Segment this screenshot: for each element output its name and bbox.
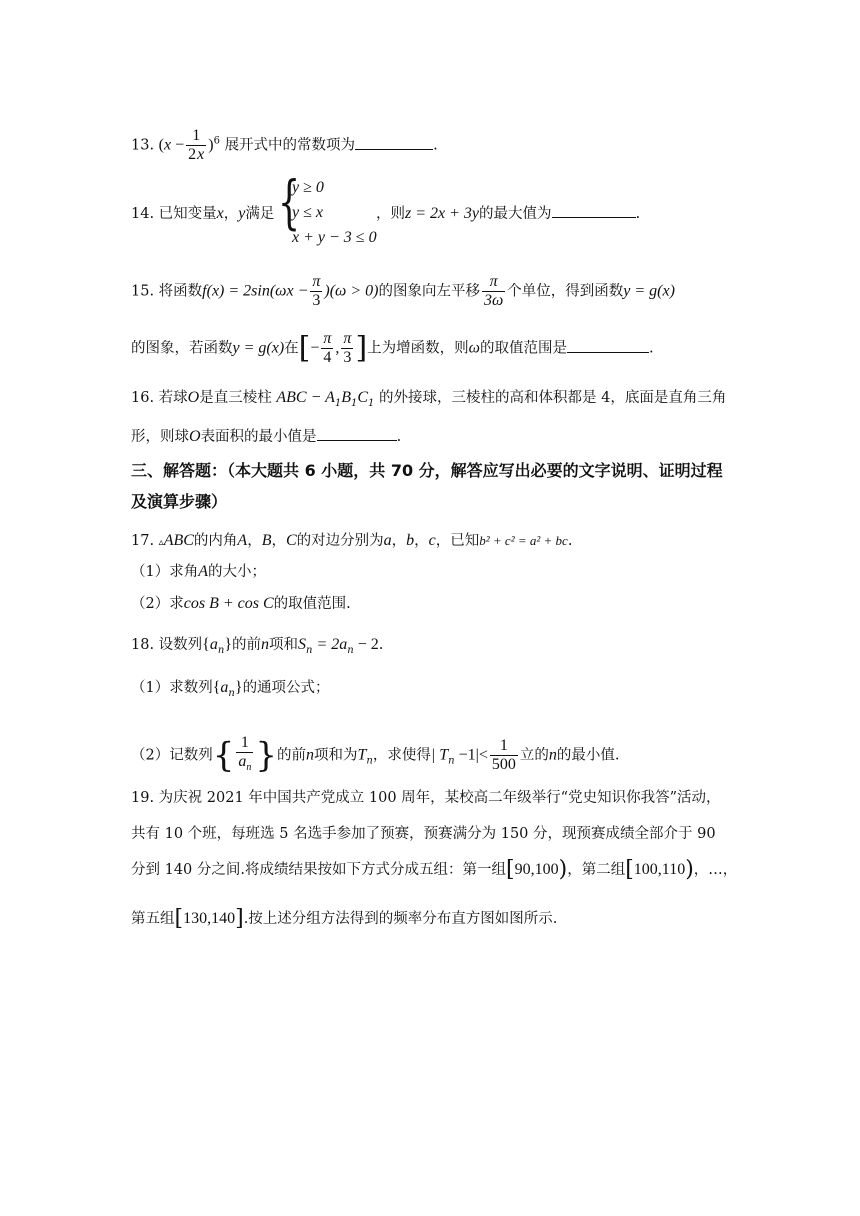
- question-15: 15. 将函数f(x) = 2sin(ωx − $\frac{\pi}{3}$ )(ω > 0)的图象向左平移 $\frac{\pi}{3\omega}$ 个单位，得到函数y = g(x): [131, 273, 675, 309]
- question-18-part2: （2）记数列{ $\frac{1}{a_n}$ }的前n项和为$T_n$，求使得| $T_n -1|<$ $\frac{1}{500}$ 立的n的最小值.: [131, 734, 620, 776]
- question-17: 17. ▵ABC的内角A，B，C的对边分别为a，b，c，已知b² + c² = a² + bc.: [131, 532, 573, 549]
- section-heading: 三、解答题：（本大题共 6 小题，共 70 分，解答应写出必要的文字说明、证明过程: [131, 461, 723, 480]
- question-19-line4: 第五组[130,140].按上述分组方法得到的频率分布直方图如图所示.: [131, 906, 558, 931]
- question-18-part1: （1）求数列$\{a_n\}$的通项公式；: [131, 679, 330, 699]
- answer-blank-14[interactable]: [552, 203, 636, 218]
- q13-text: 展开式中的常数项为: [224, 137, 356, 154]
- answer-blank-16[interactable]: [317, 426, 397, 441]
- question-19: 19. 为庆祝 2021 年中国共产党成立 100 周年，某校高二年级举行“党史知识你我答”活动，: [131, 790, 721, 806]
- question-18: 18. 设数列$\{a_n\}$的前n项和$S_n = 2a_n - 2$.: [131, 636, 384, 656]
- question-14-tail: ，则z = 2x + 3y的最大值为 .: [376, 205, 641, 222]
- question-14: 14. 已知变量x，y满足: [131, 205, 275, 222]
- question-17-part1: （1）求角A的大小；: [131, 563, 267, 580]
- answer-blank-15[interactable]: [567, 338, 649, 353]
- answer-blank-13[interactable]: [355, 135, 433, 150]
- question-16-line2: 形，则球O表面积的最小值是 .: [131, 428, 402, 445]
- question-13: 13. (x − $\frac{1}{2x}$ )$^6$ 展开式中的常数项为 .: [131, 127, 438, 163]
- question-17-part2: （2）求cos B + cos C的取值范围.: [131, 595, 351, 612]
- question-15-line2: 的图象，若函数y = g(x)在[− $\frac{\pi}{4}$ , $\frac{\pi}{3}$ ]上为增函数，则ω的取值范围是 .: [131, 330, 654, 366]
- question-19-line3: 分到 140 分之间.将成绩结果按如下方式分成五组：第一组[90,100)，第二组[100,110)，…，: [131, 857, 738, 882]
- question-19-line2: 共有 10 个班，每班选 5 名选手参加了预赛，预赛满分为 150 分，现预赛成绩全部介于 90: [131, 826, 716, 842]
- question-16: 16. 若球O是直三棱柱 ABC − $A_1B_1C_1$ 的外接球，三棱柱的高和体积都是 4，底面是直角三角: [131, 389, 727, 409]
- section-heading-line2: 及演算步骤）: [131, 492, 228, 511]
